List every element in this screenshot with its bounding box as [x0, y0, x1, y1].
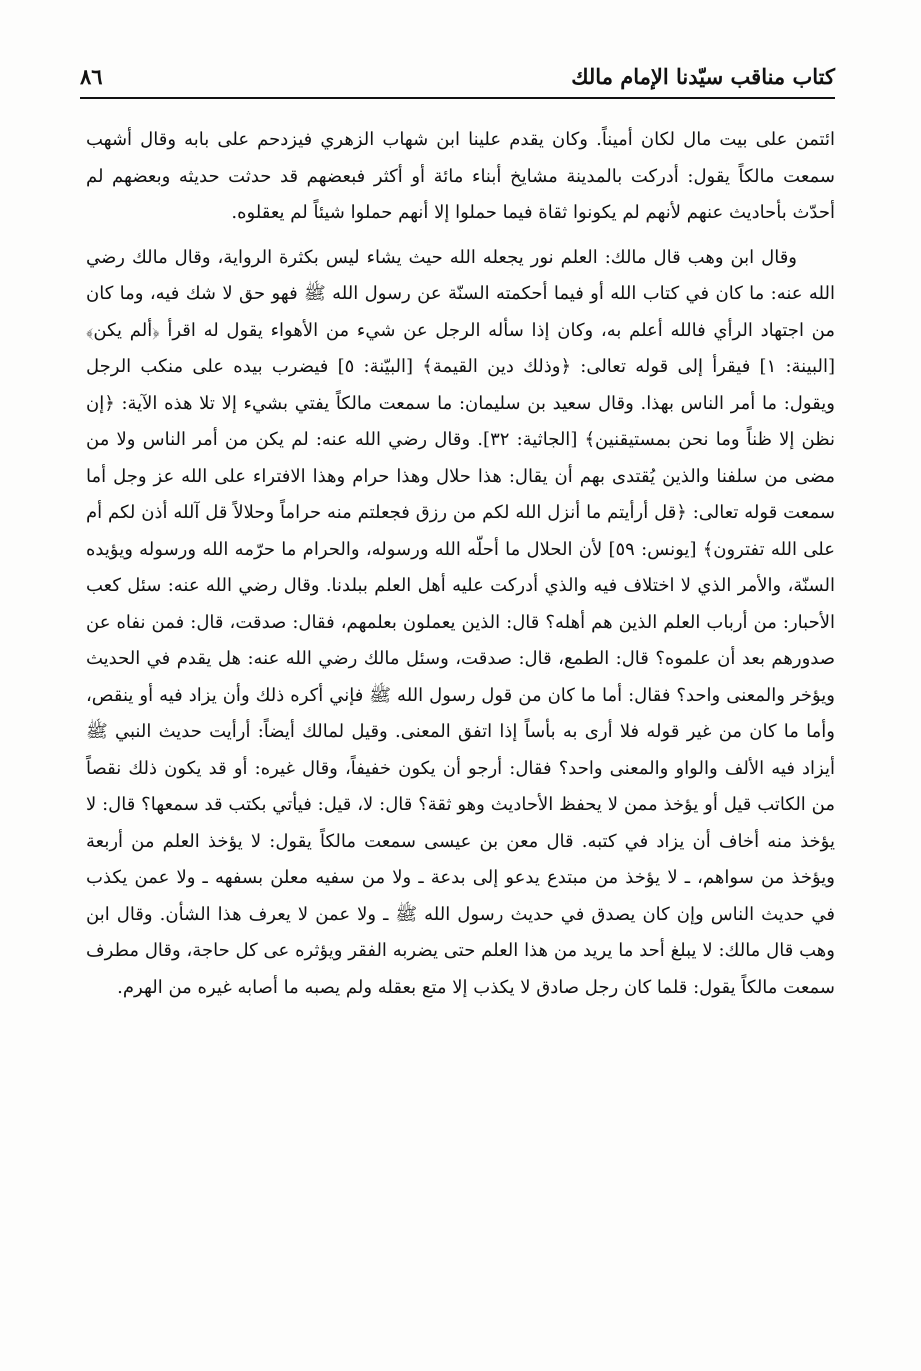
header-rule	[80, 97, 835, 99]
page-number: ٨٦	[80, 64, 103, 89]
paragraph: وقال ابن وهب قال مالك: العلم نور يجعله الله حيث يشاء ليس بكثرة الرواية، وقال مالك رضي الله عنه: ما كان في كتاب الله أو فيما أحكمته السنّة عن رسول الله ﷺ فهو حق لا شك فيه، وما كان من اجتهاد الرأي فالله أعلم به، وكان إذا سأله الرجل عن شيء من الأهواء يقول له اقرأ ﴿ألم يكن﴾ [البينة: ١] فيقرأ إلى قوله تعالى: ﴿وذلك دين القيمة﴾ [البيّنة: ٥] فيضرب بيده على منكب الرجل ويقول: ما أمر الناس بهذا. وقال سعيد بن سليمان: ما سمعت مالكاً يفتي بشيء إلا تلا هذه الآية: ﴿إن نظن إلا ظناً وما نحن بمستيقنين﴾ [الجاثية: ٣٢]. وقال رضي الله عنه: لم يكن من أمر الناس ولا من مضى من سلفنا والذين يُقتدى بهم أن يقال: هذا حلال وهذا حرام وهذا الافتراء على الله عز وجل أما سمعت قوله تعالى: ﴿قل أرأيتم ما أنزل الله لكم من رزق فجعلتم منه حراماً وحلالاً قل آلله أذن لكم أم على الله تفترون﴾ [يونس: ٥٩] لأن الحلال ما أحلّه الله ورسوله، والحرام ما حرّمه الله ورسوله ويؤيده السنّة، والأمر الذي لا اختلاف فيه والذي أدركت عليه أهل العلم ببلدنا. وقال رضي الله عنه: سئل كعب الأحبار: من أرباب العلم الذين هم أهله؟ قال: الذين يعملون بعلمهم، فقال: صدقت، قال: فمن نفاه عن صدورهم بعد أن علموه؟ قال: الطمع، قال: صدقت، وسئل مالك رضي الله عنه: هل يقدم في الحديث ويؤخر والمعنى واحد؟ فقال: أما ما كان من قول رسول الله ﷺ فإني أكره ذلك وأن يزاد فيه أو ينقص، وأما ما كان من غير قوله فلا أرى به بأساً إذا اتفق المعنى. وقيل لمالك أيضاً: أرأيت حديث النبي ﷺ أيزاد فيه الألف والواو والمعنى واحد؟ فقال: أرجو أن يكون خفيفاً، وقال غيره: أو قد يكون ذلك نقصاً من الكاتب قيل أو يؤخذ ممن لا يحفظ الأحاديث وهو ثقة؟ قال: لا، قيل: فيأتي بكتب قد سمعها؟ قال: لا يؤخذ منه أخاف أن يزاد في كتبه. قال معن بن عيسى سمعت مالكاً يقول: لا يؤخذ العلم من أربعة ويؤخذ من سواهم، ـ لا يؤخذ من مبتدع يدعو إلى بدعة ـ ولا من سفيه معلن بسفهه ـ ولا عمن يكذب في حديث الناس وإن كان يصدق في حديث رسول الله ﷺ ـ ولا عمن لا يعرف هذا الشأن. وقال ابن وهب قال مالك: لا يبلغ أحد ما يريد من هذا العلم حتى يضربه الفقر ويؤثره عى كل حاجة، وقال مطرف سمعت مالكاً يقول: قلما كان رجل صادق لا يكذب إلا متع بعقله ولم يصبه ما أصابه غيره من الهرم.	[86, 246, 835, 998]
body-text	[86, 122, 835, 1006]
page-header	[80, 60, 835, 100]
running-title: كتاب مناقب سيّدنا الإمام مالك	[571, 64, 835, 89]
paragraph: ائتمن على بيت مال لكان أميناً. وكان يقدم علينا ابن شهاب الزهري فيزدحم على بابه وقال أشهب سمعت مالكاً يقول: أدركت بالمدينة مشايخ أبناء مائة أو أكثر فبعضهم قد حدثت حديثه وبعضهم لم أحدّث بأحاديث عنهم لأنهم لم يكونوا ثقاة فيما حملوا إلا أنهم حملوا شيئاً لم يعقلوه.	[86, 129, 835, 223]
